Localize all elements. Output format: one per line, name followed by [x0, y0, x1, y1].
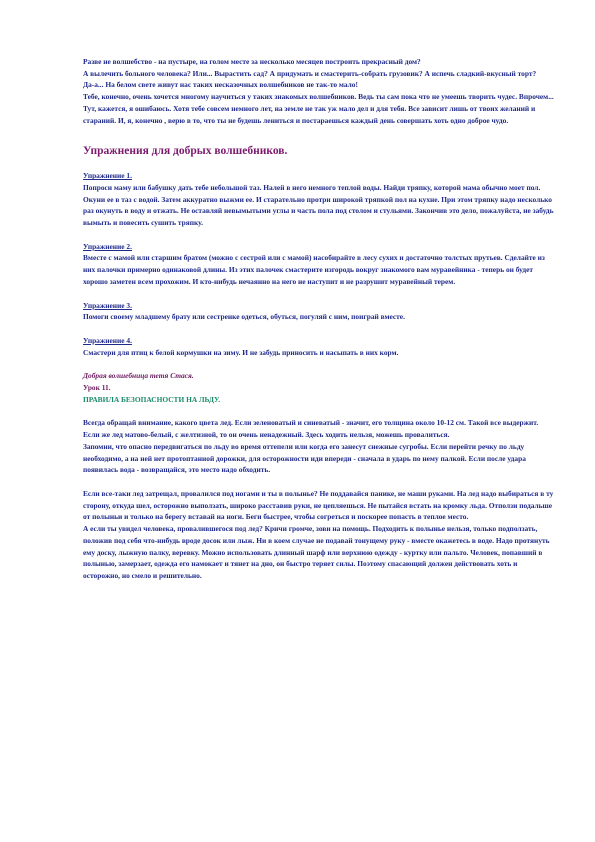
advice-paragraph-1: Если все-таки лед затрещал, провалился под ногами и ты в полынье? Не поддавайся панике, не маши руками. На лед надо выбираться в ту сторону, откуда шел, осторожно выползать, широко расставив руки, не цепляешься. Не пытайся встать на кромку льда. Отползи подальше от полыньи и только на берегу вставай на ноги. Беги быстрее, чтобы согреться и поскорее попасть в теплое место.	[83, 488, 554, 522]
signature: Добрая волшебница тетя Стася.	[83, 371, 194, 381]
exercise-1-text: Попроси маму или бабушку дать тебе небольшой таз. Налей в него немного теплой воды. Найди тряпку, которой мама обычно моет пол. Окуни ее в таз с водой. Затем аккуратно выжми ее. И старательно протри широкой тряпкой пол на кухне. При этом тряпку надо несколько раз окунуть в воду и отжать. Не оставляй невымытыми углы и часть пола под столом и стульями. Закончив это дело, пожалуйста, не забудь вымыть и повесить сушить тряпку.	[83, 182, 554, 228]
rule-paragraph-1: Всегда обращай внимание, какого цвета лед. Если зеленоватый и синеватый - значит, его толщина около 10-12 см. Такой все выдержит. Если же лед матово-белый, с желтизной, то он очень ненадежный. Здесь ходить нельзя, можешь провалиться.	[83, 418, 539, 440]
section-heading: Упражнения для добрых волшебников.	[83, 145, 288, 158]
rules-title: ПРАВИЛА БЕЗОПАСНОСТИ НА ЛЬДУ.	[83, 394, 221, 404]
rule-paragraph-2: Запомни, что опасно передвигаться по льду во время оттепели или когда его занесут снежные сугробы. Если перейти речку по льду необходимо, а на ней нет протоптанной дорожки, для осторожности иди впереди - сначала в ударь по нему палкой. Если после удара появилась вода - возвращайся, это место надо обходить.	[83, 441, 526, 475]
exercise-4-text: Смастери для птиц к белой кормушки на зиму. И не забудь приносить и насыпать в них корм.	[83, 347, 399, 357]
exercise-3-text: Помоги своему младшему брату или сестренке одеться, обуться, погуляй с ним, поиграй вместе.	[83, 312, 405, 322]
advice-paragraph-2: А если ты увидел человека, провалившегося под лед? Кричи громче, зови на помощь. Подходить к полынье нельзя, только подползать, положив под себя что-нибудь вроде досок или лыж. Ни в коем случае не подавай тонущему руку - вместе окажетесь в воде. Надо протянуть ему доску, лыжную палку, веревку. Можно использовать длинный шарф или верхнюю одежду - куртку или пальто. Человек, попавший в полынью, замерзает, одежда его намокает и тянет на дно, он быстро теряет силы. Поэтому спасающий должен действовать хоть и осторожно, но смело и решительно.	[83, 524, 550, 580]
intro-paragraph-3: Да-а... На белом свете живут нас таких несказочных волшебников не так-то мало!	[83, 80, 358, 90]
exercise-4-title: Упражнение 4.	[83, 335, 132, 345]
exercise-1-title: Упражнение 1.	[83, 171, 132, 181]
intro-paragraph-1: Разве не волшебство - на пустыре, на голом месте за несколько месяцев построить прекрасный дом?	[83, 57, 421, 66]
exercise-2-text: Вместе с мамой или старшим братом (можно с сестрой или с мамой) насобирайте в лесу сухих и достаточно толстых прутьев. Сделайте из них палочки примерно одинаковой длины. Из этих палочек смастерите изгородь вокруг знакомого вам муравейника - теперь он будет хорошо заметен всем прохожим. И кто-нибудь нечаянно на него не наступит и не разрушит муравейный терем.	[83, 253, 545, 286]
intro-paragraph-2: А вылечить больного человека? Или... Вырастить сад? А придумать и смастерить-собрать грузовик? А испечь сладкий-вкусный торт?	[83, 68, 537, 78]
exercise-2-title: Упражнение 2.	[83, 241, 132, 251]
exercise-3-title: Упражнение 3.	[83, 300, 132, 310]
document-page	[83, 56, 555, 582]
lesson-number: Урок 11.	[83, 383, 111, 393]
intro-paragraph-4: Тебе, конечно, очень хочется многому научиться у таких знакомых волшебников. Ведь ты сам пока что не умеешь творить чудес. Впрочем... Тут, кажется, я ошибаюсь. Хотя тебе совсем немного лет, на земле не так уж мало дел и для тебя. Все зависит лишь от твоих желаний и стараний. И, я, конечно , верю в то, что ты не будешь лениться и постараешься каждый день совершать хоть одно доброе чудо.	[83, 92, 554, 125]
